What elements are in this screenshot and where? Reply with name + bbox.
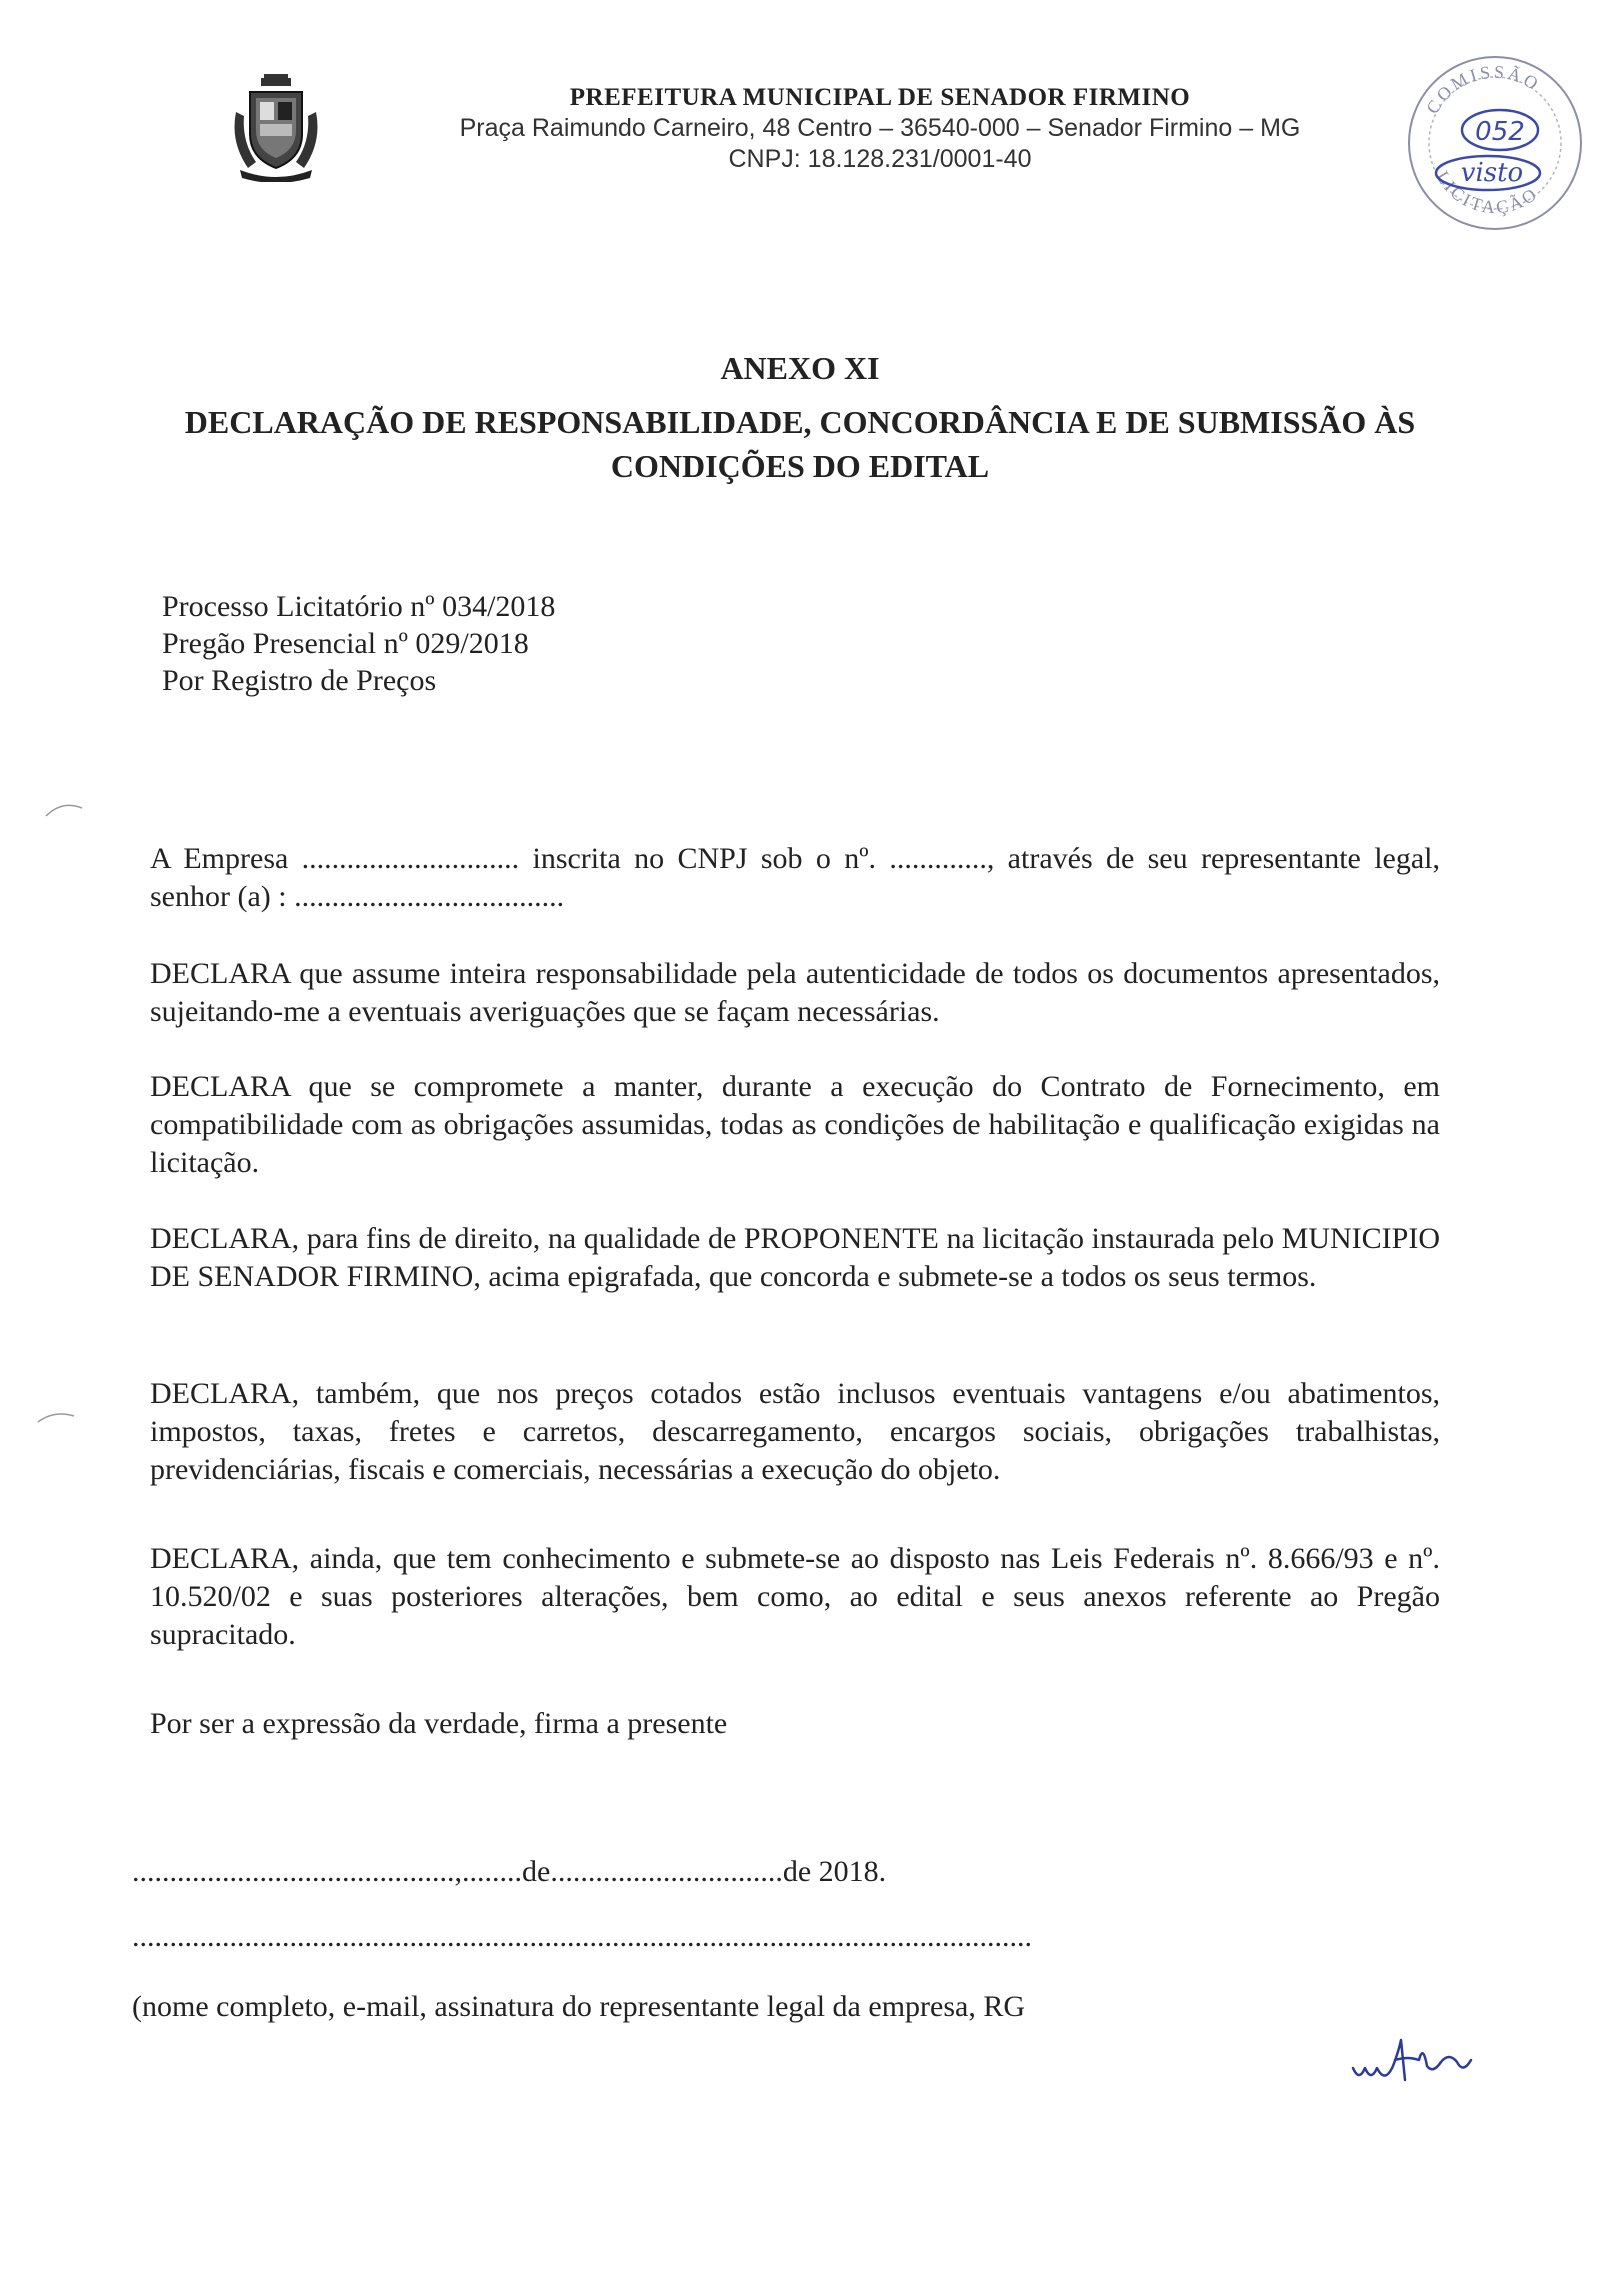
stamp-bottom-text: LICITAÇÃO: [1432, 167, 1543, 218]
svg-text:COMISSÃO: [1422, 62, 1544, 117]
declaration-title: [150, 400, 1450, 488]
process-number: Processo Licitatório nº 034/2018: [162, 590, 556, 623]
declaration-title-line-1: DECLARAÇÃO DE RESPONSABILIDADE, CONCORDÂNCIA E DE SUBMISSÃO ÀS: [184, 404, 1416, 440]
annex-heading: ANEXO XI: [720, 350, 880, 386]
declaration-agreement: DECLARA, para fins de direito, na qualidade de PROPONENTE na licitação instaurada pelo MUNICIPIO DE SENADOR FIRMINO, acima epigrafada, que concorda e submete-se a todos os seus termos.: [150, 1222, 1440, 1293]
letterhead-cnpj: CNPJ: 18.128.231/0001-40: [728, 145, 1032, 173]
declaration-responsibility: DECLARA que assume inteira responsabilidade pela autenticidade de todos os documentos apresentados, sujeitando-me a eventuais averiguações que se façam necessárias.: [150, 957, 1440, 1028]
letterhead-title: PREFEITURA MUNICIPAL DE SENADOR FIRMINO: [569, 84, 1191, 111]
company-identification-paragraph: A Empresa ............................. inscrita no CNPJ sob o nº. ............., através de seu representante legal, senhor (a) : ....................................: [150, 842, 1440, 913]
declaration-laws: DECLARA, ainda, que tem conhecimento e submete-se ao disposto nas Leis Federais nº. 8.666/93 e nº. 10.520/02 e suas posteriores alterações, bem como, ao edital e seus anexos referente ao Pregão supracitado.: [150, 1542, 1440, 1651]
closing-statement: Por ser a expressão da verdade, firma a presente: [150, 1707, 728, 1740]
municipal-crest-icon: [228, 72, 324, 182]
scan-artifact: [44, 798, 84, 822]
stamp-top-text: COMISSÃO: [1422, 61, 1545, 118]
letterhead-address: Praça Raimundo Carneiro, 48 Centro – 36540-000 – Senador Firmino – MG: [459, 114, 1301, 142]
auction-number: Pregão Presencial nº 029/2018: [162, 627, 529, 660]
stamp-signature: visto: [1460, 158, 1524, 188]
scan-artifact: [36, 1408, 76, 1428]
declaration-compliance: DECLARA que se compromete a manter, durante a execução do Contrato de Fornecimento, em compatibilidade com as obrigações assumidas, todas as condições de habilitação e qualificação exigidas na licitação.: [150, 1070, 1440, 1179]
handwritten-initials: [1345, 2030, 1545, 2090]
declaration-title-line-2: CONDIÇÕES DO EDITAL: [610, 448, 990, 484]
signature-caption: (nome completo, e-mail, assinatura do representante legal da empresa, RG: [132, 1990, 1025, 2023]
price-registry: Por Registro de Preços: [162, 664, 437, 697]
declaration-prices: DECLARA, também, que nos preços cotados estão inclusos eventuais vantagens e/ou abatimentos, impostos, taxas, fretes e carretos, descarregamento, encargos sociais, obrigações trabalhistas, previdenciárias, fiscais e comerciais, necessárias a execução do objeto.: [150, 1377, 1440, 1486]
process-info: [162, 588, 555, 699]
letterhead: [380, 84, 1380, 174]
signature-line: ........................................................................................................................: [132, 1920, 1032, 1953]
date-line: ...........................................,........de...............................de 2018.: [132, 1855, 887, 1888]
commission-stamp: [1400, 48, 1590, 238]
stamp-number: 052: [1475, 117, 1525, 147]
